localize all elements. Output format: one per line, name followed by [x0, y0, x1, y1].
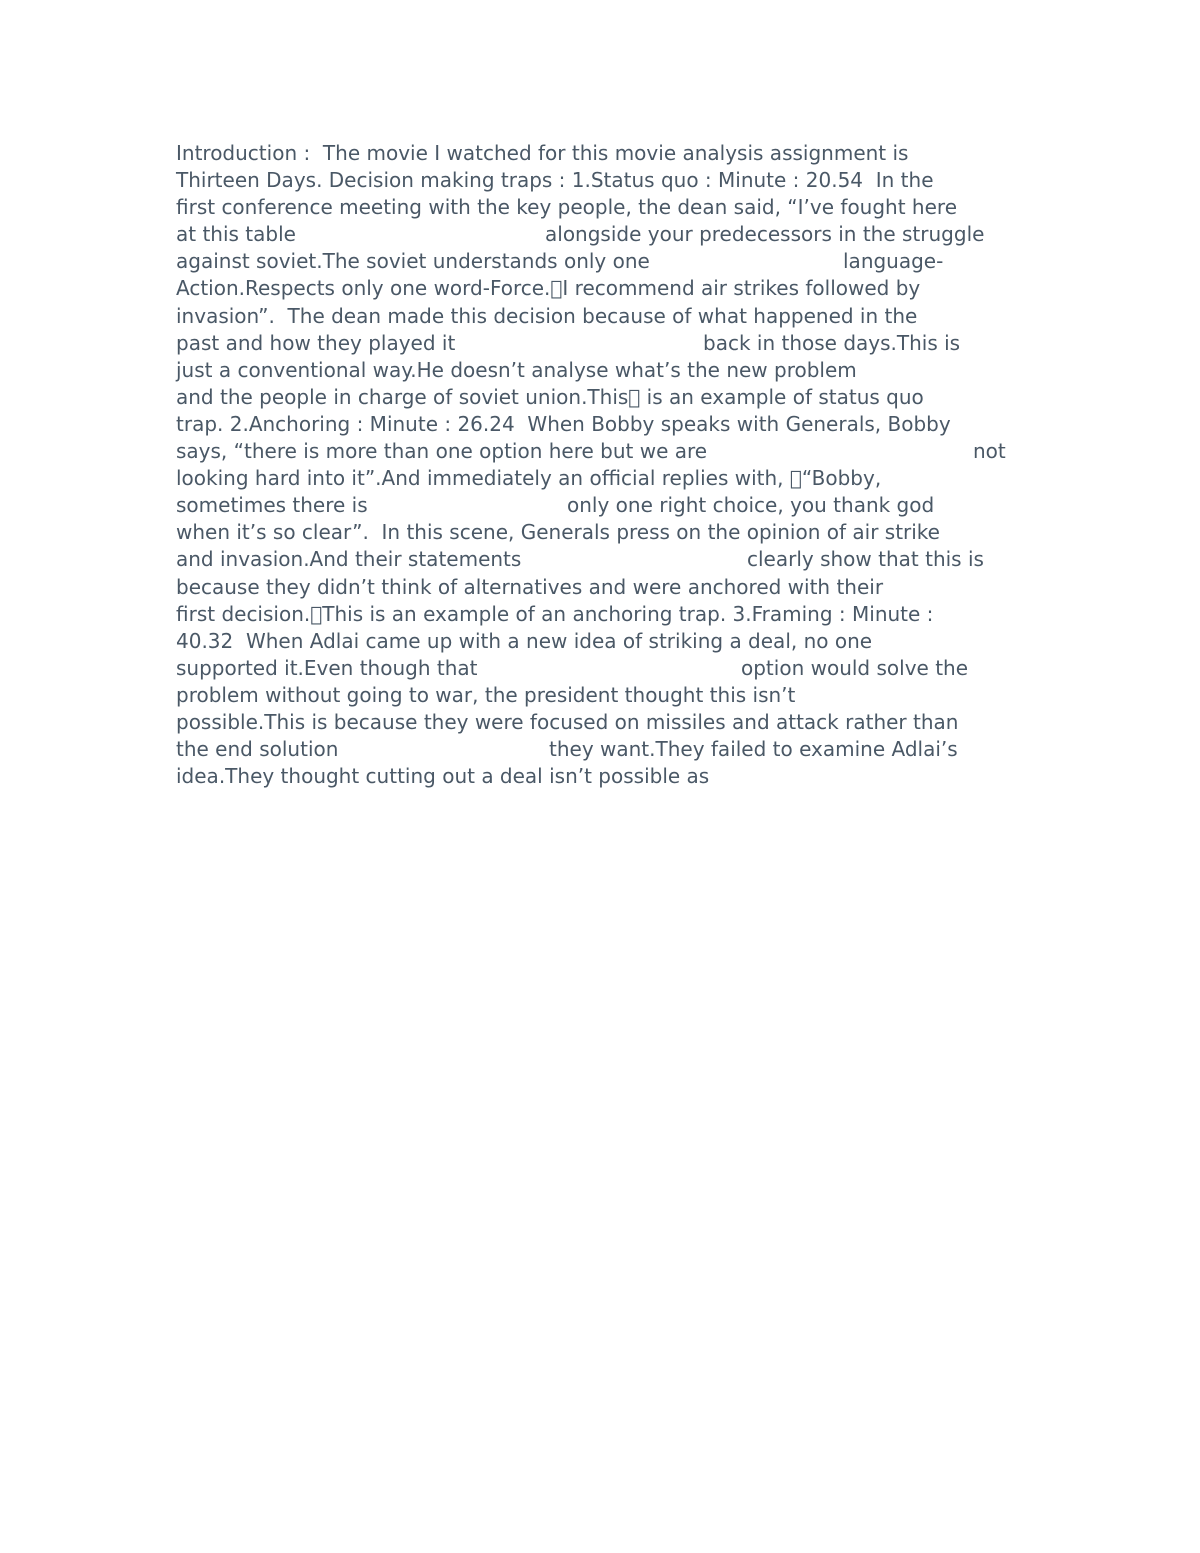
- text-segment: sometimes there is: [176, 493, 368, 518]
- text-line: [176, 275, 1036, 302]
- text-line: [176, 303, 1036, 330]
- text-segment: first decision. This is an example of an anchoring trap. 3.Framing : Minute :: [176, 601, 934, 626]
- text-segment: past and how they played it: [176, 330, 456, 355]
- text-segment: 40.32 When Adlai came up with a new idea of striking a deal, no one: [176, 628, 873, 653]
- text-line: [176, 438, 1036, 465]
- text-segment: says, “there is more than one option here but we are: [176, 439, 708, 464]
- text-line: [176, 763, 1036, 790]
- text-segment: when it’s so clear”. In this scene, Generals press on the opinion of air strike: [176, 520, 940, 545]
- text-segment: and invasion.And their statements: [176, 547, 522, 572]
- text-segment: option would solve the: [741, 655, 969, 680]
- text-line: [176, 682, 1036, 709]
- text-segment: because they didn’t think of alternatives and were anchored with their: [176, 574, 884, 599]
- text-line: [176, 194, 1036, 221]
- text-segment: and the people in charge of soviet union.This  is an example of status quo: [176, 384, 924, 409]
- body-text: [176, 140, 1036, 790]
- text-line: [176, 709, 1036, 736]
- text-line: [176, 167, 1036, 194]
- text-segment: Introduction : The movie I watched for this movie analysis assignment is: [176, 141, 909, 165]
- text-segment: back in those days.This is: [703, 330, 961, 355]
- text-line: [176, 519, 1036, 546]
- text-line: [176, 221, 1036, 248]
- text-line: [176, 140, 1036, 167]
- text-line: [176, 248, 1036, 275]
- text-segment: just a conventional way.He doesn’t analyse what’s the new problem: [176, 357, 857, 382]
- text-segment: language-: [843, 249, 944, 274]
- text-segment: supported it.Even though that: [176, 655, 478, 680]
- text-segment: problem without going to war, the president thought this isn’t: [176, 682, 796, 707]
- text-segment: clearly show that this is: [747, 547, 984, 572]
- text-segment: at this table: [176, 222, 296, 247]
- text-line: [176, 546, 1036, 573]
- text-segment: alongside your predecessors in the struggle: [545, 222, 985, 247]
- text-line: [176, 465, 1036, 492]
- text-segment: first conference meeting with the key people, the dean said, “I’ve fought here: [176, 195, 957, 220]
- text-segment: the end solution: [176, 737, 339, 762]
- text-line: [176, 330, 1036, 357]
- text-segment: looking hard into it”.And immediately an official replies with,  “Bobby,: [176, 466, 882, 491]
- text-line: [176, 492, 1036, 519]
- text-segment: Action.Respects only one word-Force. I recommend air strikes followed by: [176, 276, 921, 301]
- text-line: [176, 655, 1036, 682]
- text-segment: only one right choice, you thank god: [567, 493, 935, 518]
- text-segment: possible.This is because they were focused on missiles and attack rather than: [176, 709, 959, 734]
- text-line: [176, 384, 1036, 411]
- text-segment: invasion”. The dean made this decision because of what happened in the: [176, 303, 918, 328]
- text-line: [176, 411, 1036, 438]
- text-line: [176, 736, 1036, 763]
- text-segment: they want.They failed to examine Adlai’s: [549, 737, 958, 762]
- text-line: [176, 574, 1036, 601]
- text-segment: not: [973, 439, 1006, 464]
- text-segment: Thirteen Days. Decision making traps : 1.Status quo : Minute : 20.54 In the: [176, 168, 934, 193]
- text-line: [176, 357, 1036, 384]
- text-line: [176, 628, 1036, 655]
- text-line: [176, 601, 1036, 628]
- text-segment: idea.They thought cutting out a deal isn’t possible as: [176, 764, 710, 789]
- text-segment: trap. 2.Anchoring : Minute : 26.24 When Bobby speaks with Generals, Bobby: [176, 411, 951, 436]
- text-segment: against soviet.The soviet understands only one: [176, 249, 650, 274]
